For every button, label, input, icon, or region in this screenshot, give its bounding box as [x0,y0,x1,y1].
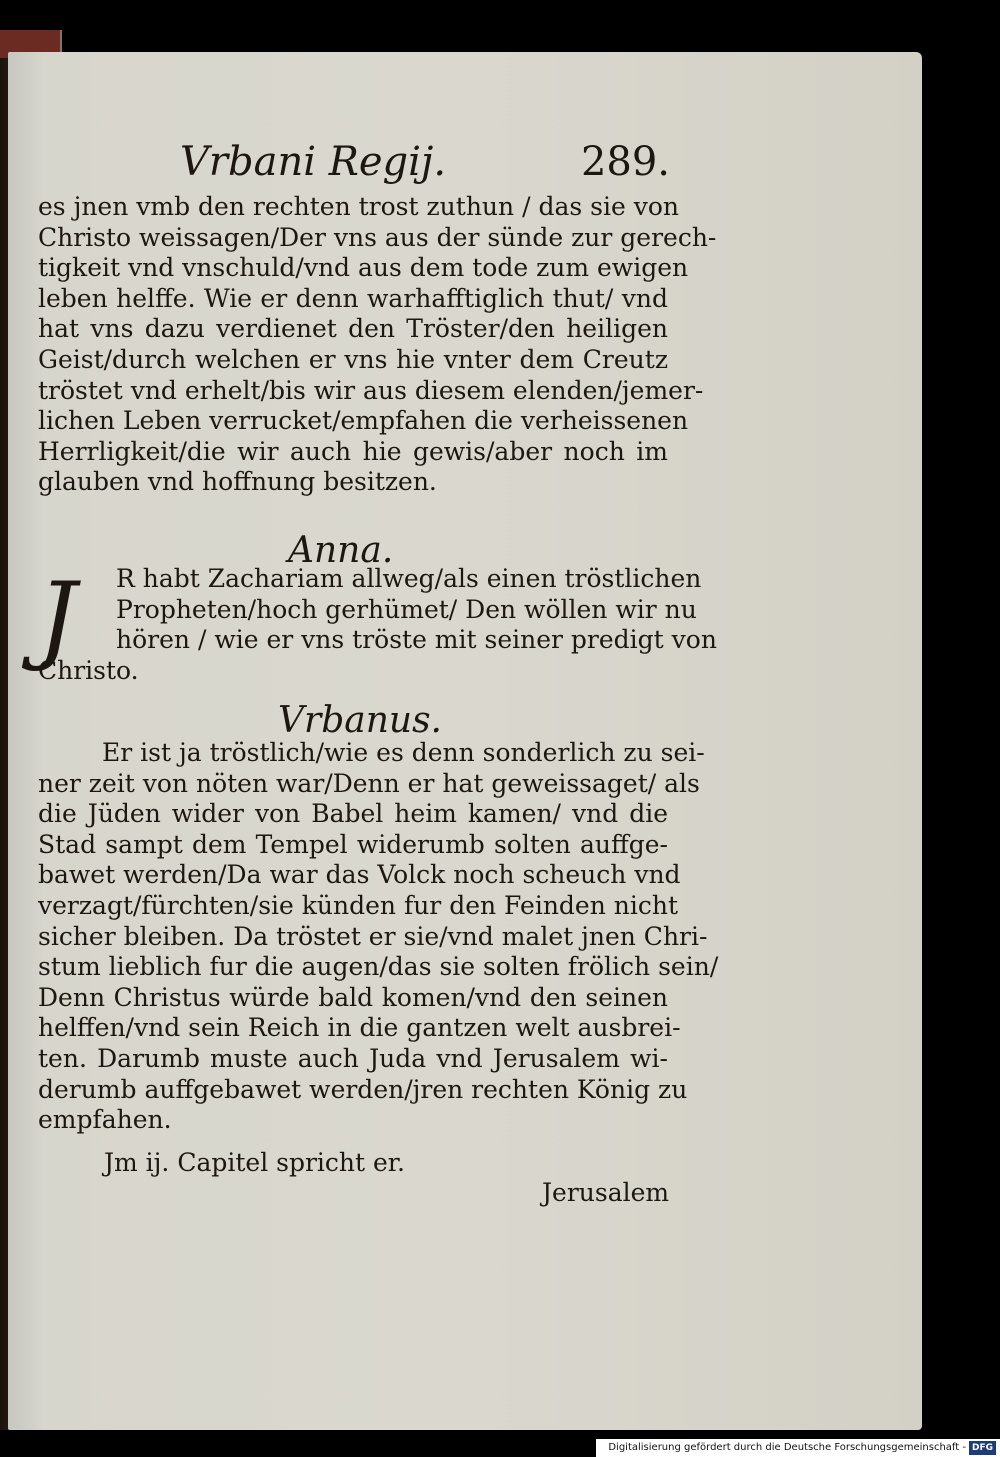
text-line: hat vns dazu verdienet den Tröster/den heiligen [38,314,668,344]
text-line: verzagt/fürchten/sie künden fur den Feinden nicht [38,890,679,920]
page-number: 289. [580,139,670,185]
text-line: Geist/durch welchen er vns hie vnter dem Creutz [38,344,668,374]
speaker-heading-urbanus: Vrbanus. [278,700,443,741]
text-line: bawet werden/Da war das Volck noch scheuch vnd [38,860,681,890]
text-line: Propheten/hoch gerhümet/ Den wöllen wir nu [116,594,697,624]
paragraph-3 [38,738,719,1136]
dfg-logo: DFG [969,1441,996,1455]
running-header [180,140,670,184]
text-line: Christo weissagen/Der vns aus der sünde zur gerech- [38,222,717,252]
text-line: ner zeit von nöten war/Denn er hat geweissaget/ als [38,768,700,798]
text-line: leben helffe. Wie er denn warhafftiglich thut/ vnd [38,283,668,313]
text-line: helffen/vnd sein Reich in die gantzen welt ausbrei- [38,1013,681,1043]
text-line: tigkeit vnd vnschuld/vnd aus dem tode zum ewigen [38,253,689,283]
text-line: R habt Zachariam allweg/als einen tröstlichen [116,564,702,593]
text-line: empfahen. [38,1105,172,1135]
paragraph-4: Jm ij. Capitel spricht er. [104,1148,405,1177]
text-line: die Jüden wider von Babel heim kamen/ vnd die [38,799,668,829]
drop-capital: J [38,562,77,674]
text-line: derumb auffgebawet werden/jren rechten König zu [38,1074,688,1104]
text-line: Er ist ja tröstlich/wie es denn sonderlich zu sei- [102,738,705,767]
text-line: ten. Darumb muste auch Juda vnd Jerusalem wi- [38,1043,668,1073]
running-title: Vrbani Regij. [180,139,447,185]
text-line: Christo. [38,655,139,685]
paragraph-2 [38,564,717,686]
speaker-heading-anna: Anna. [288,530,394,571]
catchword: Jerusalem [542,1178,670,1207]
text-line: es jnen vmb den rechten trost zuthun / das sie von [38,192,679,221]
text-line: stum lieblich fur die augen/das sie solten frölich sein/ [38,952,719,982]
paragraph-1 [38,192,717,498]
text-line: sicher bleiben. Da tröstet er sie/vnd malet jnen Chri- [38,921,708,951]
text-line: tröstet vnd erhelt/bis wir aus diesem elenden/jemer- [38,375,704,405]
text-line: Stad sampt dem Tempel widerumb solten auffge- [38,829,668,859]
funding-footer [596,1439,1000,1457]
book-page [8,52,922,1430]
text-line: Herrligkeit/die wir auch hie gewis/aber noch im [38,436,668,466]
text-line: lichen Leben verrucket/empfahen die verheissenen [38,406,689,436]
text-line: glauben vnd hoffnung besitzen. [38,467,437,497]
footer-text: Digitalisierung gefördert durch die Deutsche Forschungsgemeinschaft - [608,1442,966,1453]
text-line: Denn Christus würde bald komen/vnd den seinen [38,982,668,1012]
text-line: hören / wie er vns tröste mit seiner predigt von [116,625,717,655]
